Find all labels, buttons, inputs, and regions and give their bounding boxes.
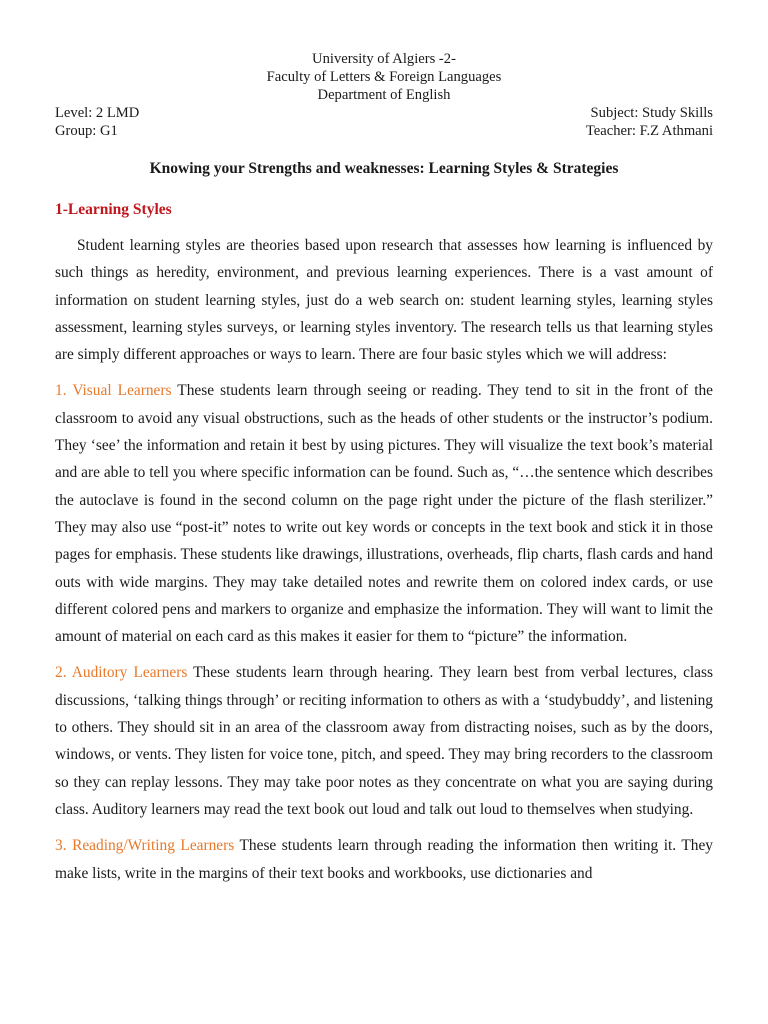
meta-row-2 — [55, 122, 713, 140]
intro-paragraph: Student learning styles are theories based upon research that assesses how learning is influenced by such things as heredity, environment, and previous learning experiences. There is a vast amount of information on student learning styles, just do a web search on: student learning styles, learning styles assessment, learning styles surveys, or learning styles inventory. The research tells us that learning styles are simply different approaches or ways to learn. There are four basic styles which we will address: — [55, 237, 713, 364]
teacher-label: Teacher: F.Z Athmani — [585, 123, 713, 139]
department-name: Department of English — [317, 87, 451, 103]
faculty-name: Faculty of Letters & Foreign Languages — [266, 69, 502, 85]
style-lead-auditory: 2. Auditory Learners — [55, 664, 188, 682]
style-paragraph-reading-writing — [55, 832, 713, 887]
style-text-auditory: These students learn through hearing. They learn best from verbal lectures, class discussions, ‘talking things through’ or reciting information to others as with a ‘studybuddy’, and listening to others. They should sit in an area of the classroom away from distracting noises, such as by the doors, windows, or vents. They listen for voice tone, pitch, and speed. They may bring recorders to the classroom so they can replay lessons. They may take poor notes as they concentrate on what you are saying during class. Auditory learners may read the text book out loud and talk out loud to themselves when studying. — [55, 664, 713, 818]
document-page — [55, 50, 713, 887]
style-lead-reading-writing: 3. Reading/Writing Learners — [55, 837, 235, 855]
style-paragraph-visual — [55, 377, 713, 650]
subject-label: Subject: Study Skills — [590, 105, 713, 121]
style-lead-visual: 1. Visual Learners — [55, 382, 172, 400]
meta-row-1 — [55, 104, 713, 122]
document-title: Knowing your Strengths and weaknesses: Learning Styles & Strategies — [149, 160, 619, 177]
style-paragraph-auditory — [55, 659, 713, 823]
section-heading-learning-styles: 1-Learning Styles — [55, 201, 172, 218]
level-label: Level: 2 LMD — [55, 105, 140, 121]
style-text-visual: These students learn through seeing or reading. They tend to sit in the front of the classroom to avoid any visual obstructions, such as the heads of other students or the instructor’s podium. They ‘see’ the information and retain it best by using pictures. They will visualize the text book’s material and are able to tell you where specific information can be found. Such as, “…the sentence which describes the autoclave is found in the second column on the page right under the picture of the flash sterilizer.” They may also use “post-it” notes to write out key words or concepts in the text book and stick it in those pages for emphasis. These students like drawings, illustrations, overheads, flip charts, flash cards and hand outs with wide margins. They may take detailed notes and rewrite them on colored index cards, or use different colored pens and markers to organize and emphasize the information. They will want to limit the amount of material on each card as this makes it easier for them to “picture” the information. — [55, 382, 713, 646]
style-text-reading-writing: These students learn through reading the information then writing it. They make lists, write in the margins of their text books and workbooks, use dictionaries and — [55, 837, 713, 882]
university-name: University of Algiers -2- — [312, 51, 456, 67]
group-label: Group: G1 — [55, 123, 118, 139]
